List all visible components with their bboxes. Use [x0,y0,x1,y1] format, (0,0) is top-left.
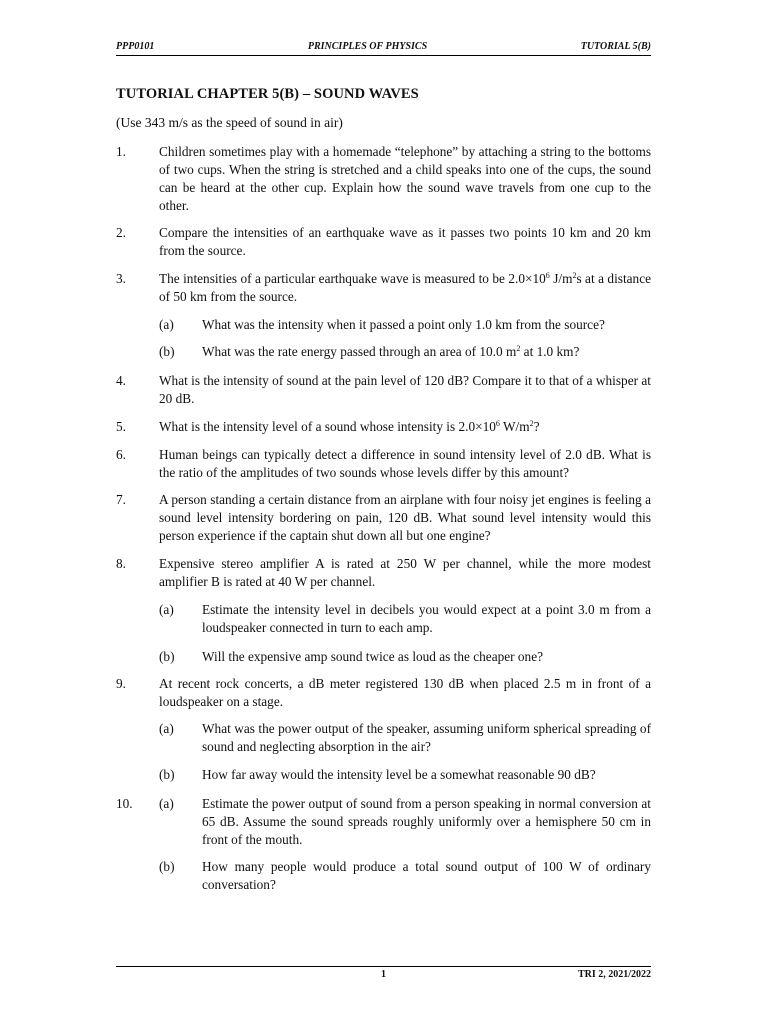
question-10b [159,858,651,894]
header-course-code: PPP0101 [116,41,155,52]
question-text: Children sometimes play with a homemade “telephone” by attaching a string to the bottoms of two cups. When the string is stretched and a child speaks into one of the cups, the sound can be heard at the other cup. Explain how the sound wave travels from one cup to the other. [159,144,651,213]
question-5 [116,418,651,436]
question-2 [116,224,651,260]
question-3 [116,270,651,306]
question-number: 7. [116,492,126,507]
question-number: 6. [116,447,126,462]
subquestion-label: (b) [159,649,175,664]
question-number: 3. [116,271,126,286]
question-8 [116,555,651,591]
page-footer [116,969,651,980]
question-text: What is the intensity of sound at the pain level of 120 dB? Compare it to that of a whisper at 20 dB. [159,373,651,406]
subquestion-text: How far away would the intensity level be a somewhat reasonable 90 dB? [202,767,596,782]
header-tutorial: TUTORIAL 5(B) [580,41,651,52]
question-3a [159,316,651,334]
page-number: 1 [381,969,386,980]
question-text: What is the intensity level of a sound whose intensity is $2.0\times 10^6$ $W/m^2$? [159,419,540,434]
subquestion-text: Estimate the intensity level in decibels you would expect at a point 3.0 m from a loudspeaker connected in turn to each amp. [202,602,651,635]
subquestion-label: (a) [159,602,174,617]
subquestion-text: What was the power output of the speaker, assuming uniform spherical spreading of sound and neglecting absorption in the air? [202,721,651,754]
question-text: The intensities of a particular earthquake wave is measured to be $2.0\times 10^6$ $J/m^2s$ at a distance of 50 km from the source. [159,271,651,304]
subquestion-label: (a) [159,317,174,332]
subquestion-text: Will the expensive amp sound twice as loud as the cheaper one? [202,649,544,664]
question-text: Compare the intensities of an earthquake wave as it passes two points 10 km and 20 km from the source. [159,225,651,258]
subquestion-text: What was the intensity when it passed a point only 1.0 km from the source? [202,317,605,332]
question-number: 10. [116,796,133,811]
question-number: 8. [116,556,126,571]
question-number: 9. [116,676,126,691]
subquestion-label: (b) [159,344,175,359]
subquestion-label: (a) [159,796,174,811]
question-8b [159,648,651,666]
question-number: 5. [116,419,126,434]
speed-note: (Use 343 m/s as the speed of sound in air) [116,115,343,130]
question-4 [116,372,651,408]
question-text: Human beings can typically detect a difference in sound intensity level of 2.0 dB. What is the ratio of the amplitudes of two sounds whose levels differ by this amount? [159,447,651,480]
page-header [116,41,651,56]
question-1 [116,143,651,215]
question-text: Expensive stereo amplifier A is rated at 250 W per channel, while the more modest amplifier B is rated at 40 W per channel. [159,556,651,589]
question-9b [159,766,651,784]
question-text: At recent rock concerts, a dB meter registered 130 dB when placed 2.5 m in front of a loudspeaker on a stage. [159,676,651,709]
subquestion-text: What was the rate energy passed through an area of 10.0 $m^2$ at 1.0 km? [202,344,580,359]
question-7 [116,491,651,545]
question-number: 1. [116,144,126,159]
footer-divider [116,966,651,967]
page-title: TUTORIAL CHAPTER 5(B) – SOUND WAVES [116,86,419,102]
question-8a [159,601,651,637]
subquestion-label: (a) [159,721,174,736]
question-number: 4. [116,373,126,388]
subquestion-label: (b) [159,767,175,782]
question-3b [159,343,651,361]
question-text: A person standing a certain distance from an airplane with four noisy jet engines is feeling a sound level intensity bordering on pain, 120 dB. What sound level intensity would this person experience if the captain shut down all but one engine? [159,492,651,543]
subquestion-text: How many people would produce a total sound output of 100 W of ordinary conversation? [202,859,651,892]
question-number: 2. [116,225,126,240]
footer-term: TRI 2, 2021/2022 [577,969,651,980]
question-9 [116,675,651,711]
subquestion-text: Estimate the power output of sound from a person speaking in normal conversion at 65 dB. Assume the sound spreads roughly uniformly over a hemisphere 50 cm in front of the mouth. [202,796,651,847]
subquestion-label: (b) [159,859,175,874]
header-subject: PRINCIPLES OF PHYSICS [307,41,428,52]
question-10a [159,795,651,849]
question-9a [159,720,651,756]
question-6 [116,446,651,482]
